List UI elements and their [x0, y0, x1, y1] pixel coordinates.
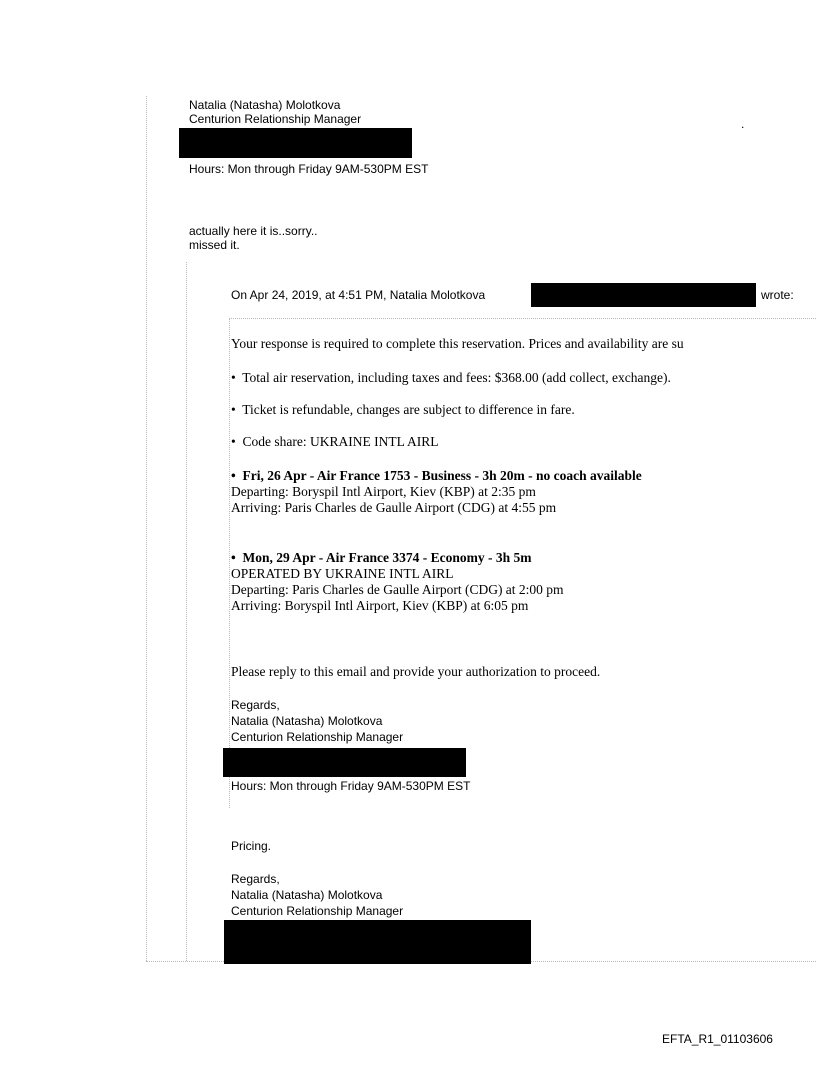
signature-hours: Hours: Mon through Friday 9AM-530PM EST	[231, 779, 471, 793]
nested-quote-top-border	[229, 318, 816, 319]
flight-2-heading	[231, 550, 531, 565]
flight-1-heading	[231, 468, 642, 483]
bullet-item	[231, 370, 671, 385]
flight-1-heading-text: Fri, 26 Apr - Air France 1753 - Business - 3h 20m - no coach available	[242, 468, 642, 483]
reply-line-1: actually here it is..sorry..	[189, 224, 318, 238]
signature-name: Natalia (Natasha) Molotkova	[231, 714, 383, 728]
bullet-text: Ticket is refundable, changes are subject to difference in fare.	[242, 402, 575, 417]
bullet-glyph: •	[231, 468, 236, 483]
redaction-block	[224, 920, 531, 964]
pricing-text: Pricing.	[231, 839, 272, 853]
quoted-header-suffix: wrote:	[761, 288, 794, 302]
flight-1-arriving: Arriving: Paris Charles de Gaulle Airport (CDG) at 4:55 pm	[231, 500, 557, 515]
regards-text: Regards,	[231, 698, 280, 712]
bullet-glyph: •	[231, 370, 236, 385]
outer-quote-border	[146, 96, 147, 961]
flight-2-heading-text: Mon, 29 Apr - Air France 3374 - Economy - 3h 5m	[242, 550, 532, 565]
bullet-text: Code share: UKRAINE INTL AIRL	[242, 434, 439, 449]
signature-name: Natalia (Natasha) Molotkova	[189, 98, 341, 112]
reservation-closing: Please reply to this email and provide your authorization to proceed.	[231, 664, 601, 679]
flight-1-departing: Departing: Boryspil Intl Airport, Kiev (KBP) at 2:35 pm	[231, 484, 536, 499]
bullet-glyph: •	[231, 402, 236, 417]
quoted-header-prefix: On Apr 24, 2019, at 4:51 PM, Natalia Molotkova	[231, 288, 486, 302]
signature-title: Centurion Relationship Manager	[231, 904, 404, 918]
bullet-item	[231, 434, 438, 449]
document-id: EFTA_R1_01103606	[662, 1032, 773, 1046]
nested-quote-border	[229, 318, 230, 808]
regards-text: Regards,	[231, 872, 280, 886]
redaction-block	[223, 748, 466, 777]
flight-2-operated: OPERATED BY UKRAINE INTL AIRL	[231, 566, 454, 581]
signature-hours: Hours: Mon through Friday 9AM-530PM EST	[189, 162, 429, 176]
bullet-text: Total air reservation, including taxes and fees: $368.00 (add collect, exchange).	[242, 370, 671, 385]
signature-title: Centurion Relationship Manager	[231, 730, 404, 744]
bullet-glyph: •	[231, 550, 236, 565]
signature-title: Centurion Relationship Manager	[189, 112, 362, 126]
bullet-glyph: •	[231, 434, 236, 449]
flight-2-arriving: Arriving: Boryspil Intl Airport, Kiev (KBP) at 6:05 pm	[231, 598, 529, 613]
stray-dot: .	[741, 117, 745, 131]
inner-quote-border	[186, 262, 187, 961]
bullet-item	[231, 402, 575, 417]
reply-line-2: missed it.	[189, 238, 240, 252]
redaction-block	[531, 283, 756, 307]
reservation-intro: Your response is required to complete this reservation. Prices and availability are su	[231, 336, 684, 351]
flight-2-departing: Departing: Paris Charles de Gaulle Airport (CDG) at 2:00 pm	[231, 582, 564, 597]
signature-name: Natalia (Natasha) Molotkova	[231, 888, 383, 902]
redaction-block	[179, 128, 412, 158]
